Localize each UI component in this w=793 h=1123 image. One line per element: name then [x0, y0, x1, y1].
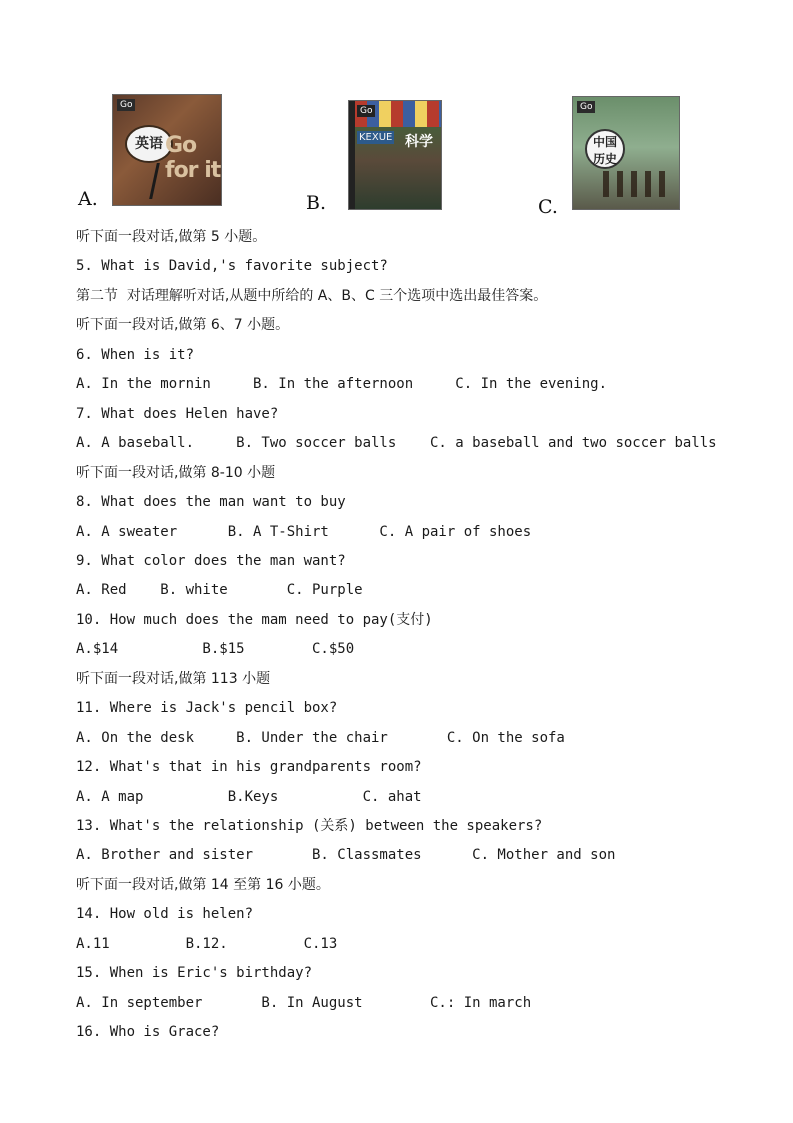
publisher-logo-icon: Go: [357, 105, 375, 117]
question-line: A. A sweater B. A T-Shirt C. A pair of shoes: [76, 524, 532, 540]
option-a-letter: A.: [78, 188, 98, 210]
question-line: 10. How much does the mam need to pay(支付): [76, 612, 433, 628]
section-instruction: 第二节 对话理解听对话,从题中所给的 A、B、C 三个选项中选出最佳答案。: [76, 288, 548, 304]
publisher-logo-icon: Go: [577, 101, 595, 113]
question-line: A. In september B. In August C.: In march: [76, 995, 532, 1011]
option-b-letter: B.: [306, 192, 327, 214]
question-line: 8. What does the man want to buy: [76, 494, 346, 510]
question-line: A.$14 B.$15 C.$50: [76, 641, 355, 657]
book-title-science: 科学: [405, 134, 433, 150]
question-line: 7. What does Helen have?: [76, 406, 279, 422]
question-line: A. A baseball. B. Two soccer balls C. a baseball and two soccer balls: [76, 435, 717, 451]
cover-slogan: Go for it: [165, 133, 221, 183]
book-title-pinyin: KEXUE: [359, 132, 393, 143]
english-textbook-image: [112, 94, 222, 206]
question-line: 16. Who is Grace?: [76, 1024, 220, 1040]
question-line: 6. When is it?: [76, 347, 195, 363]
horses-illustration-icon: [603, 171, 673, 197]
question-line: A.11 B.12. C.13: [76, 936, 338, 952]
section-instruction: 听下面一段对话,做第 5 小题。: [76, 229, 267, 245]
section-instruction: 听下面一段对话,做第 8-10 小题: [76, 465, 276, 481]
book-title-history: 中国 历史: [585, 129, 625, 169]
section-instruction: 听下面一段对话,做第 14 至第 16 小题。: [76, 877, 330, 893]
publisher-logo-icon: Go: [117, 99, 135, 111]
question-line: A. A map B.Keys C. ahat: [76, 789, 422, 805]
runner-figure-icon: [149, 163, 180, 199]
question-line: 14. How old is helen?: [76, 906, 254, 922]
question-line: A. In the mornin B. In the afternoon C. In the evening.: [76, 376, 608, 392]
question-line: A. Red B. white C. Purple: [76, 582, 363, 598]
science-textbook-image: [348, 100, 442, 210]
question-line: 5. What is David,'s favorite subject?: [76, 258, 388, 274]
question-line: 15. When is Eric's birthday?: [76, 965, 313, 981]
question-line: A. On the desk B. Under the chair C. On the sofa: [76, 730, 565, 746]
question-line: 13. What's the relationship (关系) between the speakers?: [76, 818, 543, 834]
section-instruction: 听下面一段对话,做第 113 小题: [76, 671, 271, 687]
history-textbook-image: [572, 96, 680, 210]
option-c-letter: C.: [538, 196, 558, 218]
answer-images-row: [74, 88, 684, 220]
question-line: A. Brother and sister B. Classmates C. Mother and son: [76, 847, 616, 863]
section-instruction: 听下面一段对话,做第 6、7 小题。: [76, 317, 290, 333]
book-title-english: 英语: [125, 125, 173, 163]
question-line: 12. What's that in his grandparents room?: [76, 759, 422, 775]
question-line: 9. What color does the man want?: [76, 553, 346, 569]
question-line: 11. Where is Jack's pencil box?: [76, 700, 338, 716]
